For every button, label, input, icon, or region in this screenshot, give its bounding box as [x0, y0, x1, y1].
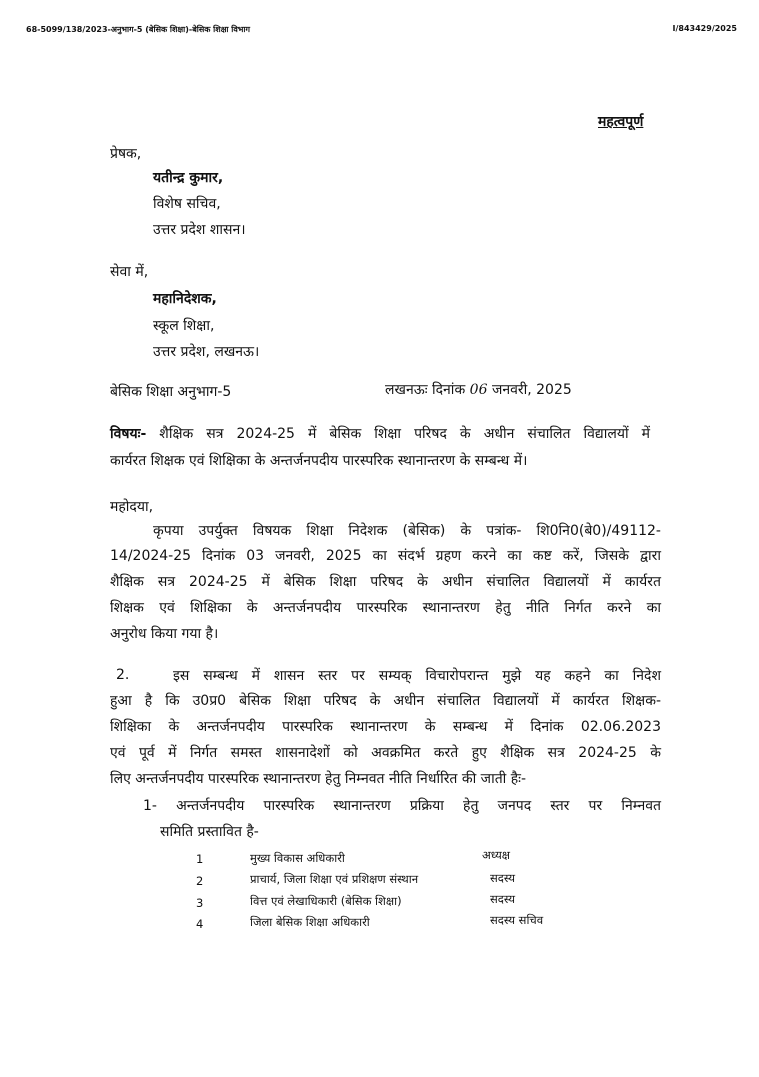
recipient-label: सेवा में,: [110, 264, 149, 280]
para2-number: 2.: [116, 667, 130, 683]
subject-line-2: कार्यरत शिक्षक एवं शिक्षिका के अन्तर्जनपदीय पारस्परिक स्थानान्तरण के सम्बन्ध में।: [110, 453, 528, 469]
importance-label: महत्वपूर्ण: [598, 114, 644, 130]
para2-line: शिक्षिका के अन्तर्जनपदीय पारस्परिक स्थानान्तरण के सम्बन्ध में दिनांक 02.06.2023: [110, 719, 661, 735]
para1-line: कृपया उपर्युक्त विषयक शिक्षा निदेशक (बेसिक) के पत्रांक- शि0नि0(बे0)/49112-: [153, 523, 661, 539]
document-number: I/843429/2025: [672, 24, 737, 33]
para1-line: शिक्षक एवं शिक्षिका के अन्तर्जनपदीय पारस्परिक स्थानान्तरण हेतु नीति निर्गत करने का: [110, 600, 661, 616]
committee-role: सदस्य: [490, 871, 516, 885]
file-reference: 68-5099/138/2023-अनुभाग-5 (बेसिक शिक्षा)-बेसिक शिक्षा विभाग: [26, 25, 251, 34]
sender-name: यतीन्द्र कुमार,: [153, 170, 224, 186]
date-day: 06: [469, 382, 488, 398]
para1-line: अनुरोध किया गया है।: [110, 626, 219, 642]
committee-sn: 1: [196, 852, 204, 866]
recipient-office: उत्तर प्रदेश, लखनऊ।: [153, 344, 260, 360]
point1-line-2: समिति प्रस्तावित है-: [160, 824, 259, 840]
committee-member: वित्त एवं लेखाधिकारी (बेसिक शिक्षा): [250, 894, 402, 908]
recipient-designation: स्कूल शिक्षा,: [153, 318, 215, 334]
committee-sn: 4: [196, 917, 204, 931]
sender-label: प्रेषक,: [110, 146, 142, 162]
subject-line-1: विषयः- शैक्षिक सत्र 2024-25 में बेसिक शिक्षा परिषद के अधीन संचालित विद्यालयों में: [110, 426, 651, 442]
subject-label: विषयः-: [110, 426, 147, 442]
para1-line: शैक्षिक सत्र 2024-25 में बेसिक शिक्षा परिषद के अधीन संचालित विद्यालयों में कार्यरत: [110, 574, 661, 590]
para2-line: लिए अन्तर्जनपदीय पारस्परिक स्थानान्तरण हेतु निम्नवत नीति निर्धारित की जाती हैः-: [110, 771, 527, 787]
recipient-name: महानिदेशक,: [153, 291, 217, 307]
salutation: महोदया,: [110, 499, 154, 515]
committee-sn: 3: [196, 896, 204, 910]
letter-date: [385, 380, 572, 399]
committee-member: जिला बेसिक शिक्षा अधिकारी: [250, 915, 370, 929]
committee-role: सदस्य: [490, 892, 516, 906]
committee-member: प्राचार्य, जिला शिक्षा एवं प्रशिक्षण संस्थान: [250, 872, 419, 886]
sender-office: उत्तर प्रदेश शासन।: [153, 222, 246, 238]
date-rest: जनवरी, 2025: [491, 382, 572, 398]
para2-line: हुआ है कि उ0प्र0 बेसिक शिक्षा परिषद के अधीन संचालित विद्यालयों में कार्यरत शिक्षक-: [110, 693, 661, 709]
para1-line: 14/2024-25 दिनांक 03 जनवरी, 2025 का संदर्भ ग्रहण करने का कष्ट करें, जिसके द्वारा: [110, 548, 661, 564]
para2-line: एवं पूर्व में निर्गत समस्त शासनादेशों को अवक्रमित करते हुए शैक्षिक सत्र 2024-25 के: [110, 745, 661, 761]
date-prefix: लखनऊः दिनांक: [385, 382, 466, 398]
committee-role: सदस्य सचिव: [490, 913, 544, 927]
section-name: बेसिक शिक्षा अनुभाग-5: [110, 384, 232, 400]
para2-line: इस सम्बन्ध में शासन स्तर पर सम्यक् विचारोपरान्त मुझे यह कहने का निदेश: [173, 668, 661, 684]
sender-designation: विशेष सचिव,: [153, 196, 221, 212]
committee-sn: 2: [196, 874, 204, 888]
committee-role: अध्यक्ष: [482, 848, 511, 862]
point1-line-1: 1- अन्तर्जनपदीय पारस्परिक स्थानान्तरण प्रक्रिया हेतु जनपद स्तर पर निम्नवत: [143, 798, 661, 814]
committee-member: मुख्य विकास अधिकारी: [250, 851, 345, 865]
